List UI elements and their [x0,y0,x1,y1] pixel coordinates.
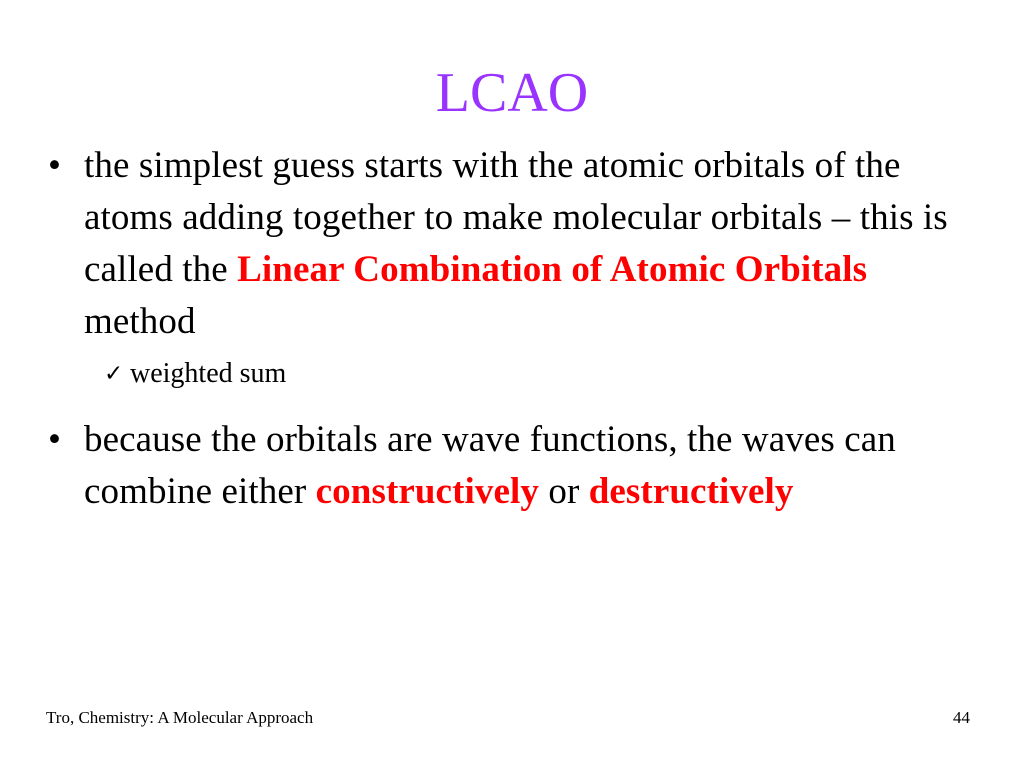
checkmark-icon: ✓ [104,361,124,387]
bullet-text-middle: or [539,471,589,512]
bullet-item-2 [48,414,988,518]
bullet-item-1 [48,140,988,348]
slide-title: LCAO [435,62,589,124]
bullet-text: the simplest guess starts with the atomic orbitals of the atoms adding together to make molecular orbitals – this is called the [84,145,948,290]
bullet-icon: • [48,419,62,460]
emphasis-text: Linear Combination of Atomic Orbitals [237,249,868,290]
bullet-text-tail: method [84,301,196,342]
emphasis-text-2: destructively [588,471,794,512]
slide-content [48,140,988,518]
sub-bullet-text: weighted sum [130,358,287,389]
sub-bullet-item-1 [48,354,988,394]
footer-source: Tro, Chemistry: A Molecular Approach [46,708,314,727]
bullet-text: because the orbitals are wave functions, the waves can combine either [84,419,896,512]
emphasis-text: constructively [315,471,539,512]
page-number: 44 [953,708,970,727]
bullet-icon: • [48,145,62,186]
